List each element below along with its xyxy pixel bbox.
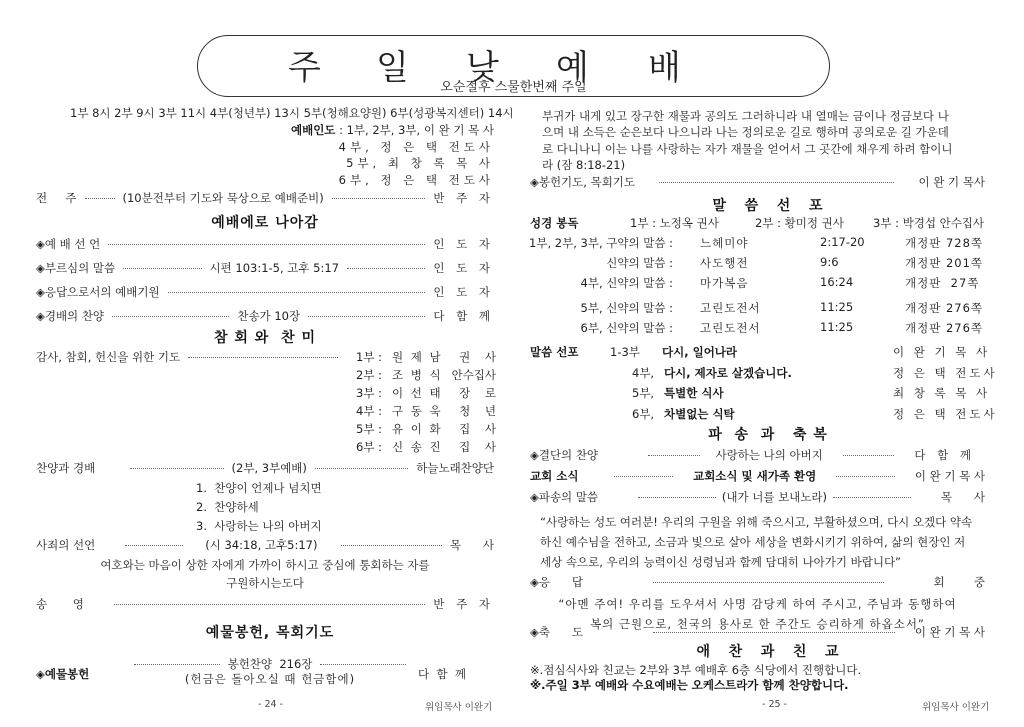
reading-ref: 11:25 (820, 320, 854, 334)
prayer-title: 집 사 (459, 422, 496, 436)
prayer-part: 6부 : (356, 440, 382, 454)
order-middle: (내가 너를 보내노라) (721, 490, 828, 504)
order-label: ◈응 답 (530, 575, 583, 589)
reading-prefix: 6부, 신약의 말씀 : (580, 321, 673, 335)
prayer-person (356, 421, 496, 437)
quote-line: “사랑하는 성도 여러분! 우리의 구원을 위해 죽으시고, 부활하셨으며, 다시 오겠다 약속 (540, 515, 973, 529)
prayer-title: 집 사 (459, 440, 496, 454)
prayer-person (356, 349, 496, 365)
reading-book: 마가복음 (700, 276, 749, 290)
reading-book: 고린도전서 (700, 321, 761, 335)
leader-dots (659, 182, 894, 183)
signature: 위임목사 이완기 (425, 702, 493, 713)
page-number: - 25 - (762, 699, 787, 710)
sermon-part: 6부, (632, 406, 655, 421)
note: ※.주일 3부 예배와 수요예배는 오케스트라가 함께 찬양합니다. (530, 678, 849, 692)
order-right: 이 완 기 목사 (918, 175, 985, 189)
offering-label: ◈예물봉헌 (36, 667, 90, 681)
sermon-preacher: 최 창 록 목 사 (893, 386, 991, 400)
reading-prefix: 신약의 말씀 : (606, 256, 673, 270)
leader-dots (308, 316, 425, 317)
leader-dots (130, 468, 223, 469)
reader: 1부 : 노정옥 권사 (630, 216, 719, 230)
benediction-row (530, 624, 985, 640)
sermon-part: 5부, (632, 386, 655, 400)
service-times: 1부 8시 2부 9시 3부 11시 4부(청년부) 13시 5부(청해요양원) 6부(성광복지센터) 14시 (70, 106, 514, 120)
order-label: ◈축 도 (530, 625, 583, 639)
commitment-row (530, 447, 985, 463)
title-char: 배 (648, 48, 681, 88)
leader-dots (125, 545, 183, 546)
sermon-preacher: 정 은 택 전도사 (893, 406, 998, 421)
order-right: 회 중 (933, 575, 985, 589)
offering-hymn (134, 656, 406, 672)
page-number: - 24 - (258, 699, 283, 710)
leader-dots (188, 357, 338, 358)
sermon-title: 차별없는 식탁 (664, 406, 735, 421)
leader-dots (134, 664, 220, 665)
order-right: 이 완 기 목 사 (914, 625, 985, 639)
reading-prefix: 5부, 신약의 말씀 : (580, 301, 673, 315)
song-item: 1. 찬양이 언제나 넘치면 (196, 481, 322, 495)
sermon-title: 다시, 일어나라 (662, 345, 738, 359)
title-box (197, 35, 830, 97)
order-middle: 사랑하는 나의 아버지 (715, 448, 823, 462)
response-row (530, 574, 985, 590)
order-label: ◈경배의 찬양 (36, 309, 105, 323)
leader-dots (347, 268, 425, 269)
reading-book: 사도행전 (700, 256, 749, 270)
sending-quote (540, 512, 972, 572)
reading-book: 고린도전서 (700, 301, 761, 315)
prayer-name: 유 이 화 (392, 422, 443, 436)
order-right: 인 도 자 (433, 285, 494, 299)
order-row (36, 236, 494, 252)
reading-label: 성경 봉독 (530, 216, 579, 230)
leader-dots (653, 632, 895, 633)
doxology-row (36, 596, 494, 612)
reading-ref: 11:25 (820, 300, 854, 314)
prayer-title: 장 로 (459, 386, 496, 400)
reading-page: 개정판 201쪽 (905, 256, 984, 270)
reading-prefix: 1부, 2부, 3부, 구약의 말씀 : (529, 236, 673, 250)
leader-item: 6부, 정 은 택 전도사 (338, 173, 494, 187)
verse-line: 라 (잠 8:18-21) (542, 157, 626, 172)
absolution-row (36, 537, 494, 553)
sermon-part: 4부, (632, 365, 655, 380)
prayer-name: 조 병 식 (392, 368, 443, 382)
quote-line: 하신 예수님을 전하고, 소금과 빛으로 살아 세상을 변화시키기 위하여, 삶의 현장인 저 (540, 535, 966, 549)
leader-dots (168, 292, 426, 293)
quote-line: 세상 속으로, 우리의 능력이신 성령님과 함께 담대히 나아가기 바랍니다” (540, 555, 902, 569)
order-label: ◈봉헌기도, 목회기도 (530, 175, 636, 189)
order-label: ◈예 배 선 언 (36, 237, 101, 251)
order-right: 인 도 자 (433, 237, 494, 251)
title-char: 예 (556, 48, 589, 88)
absolution-verse: 구원하시는도다 (226, 576, 304, 590)
prayer-part: 3부 : (356, 386, 382, 400)
subtitle: 오순절후 스물한번째 주일 (440, 80, 587, 95)
order-label: 교회 소식 (530, 469, 579, 483)
title-char: 주 (288, 48, 321, 88)
leader-dots (648, 455, 700, 456)
reading-page: 개정판 728쪽 (905, 236, 984, 250)
prayer-part: 1부 : (356, 350, 382, 364)
order-middle: 교회소식 및 새가족 환영 (693, 469, 817, 483)
leader-dots (833, 497, 911, 498)
doxology-label: 송 영 (36, 597, 84, 611)
leader-dots (843, 455, 895, 456)
sermon-title: 특별한 식사 (664, 386, 724, 400)
prayer-name: 원 제 남 (392, 350, 443, 364)
prayer-title: 안수집사 (451, 368, 496, 382)
reader: 3부 : 박경섭 안수집사 (873, 216, 985, 230)
sermon-label: 말씀 선포 (530, 345, 579, 359)
order-row (36, 284, 494, 300)
reading-book: 느헤미야 (700, 236, 749, 250)
offering-middle: 봉헌찬양 216장 (227, 657, 313, 671)
section-heading: 애 찬 과 친 교 (696, 644, 840, 660)
section-heading: 예물봉헌, 목회기도 (205, 625, 335, 641)
prayer-row (36, 349, 346, 365)
praise-middle: (2부, 3부예배) (231, 461, 307, 475)
reading-page: 개정판 276쪽 (905, 321, 984, 335)
reading-page: 개정판 276쪽 (905, 301, 984, 315)
news-row (530, 468, 985, 484)
offering-prayer-row (530, 174, 985, 190)
prayer-person (356, 367, 496, 383)
offering-verse (542, 108, 952, 173)
prelude-right: 반 주 자 (433, 191, 494, 205)
prayer-part: 2부 : (356, 368, 382, 382)
reading-prefix: 4부, 신약의 말씀 : (580, 276, 673, 290)
prayer-label: 감사, 참회, 헌신을 위한 기도 (36, 350, 181, 364)
leader-dots (85, 198, 115, 199)
verse-line: 로 다니나니 이는 나를 사랑하는 자가 재물을 얻어서 그 곳간에 채우게 하려 함이니 (542, 141, 953, 156)
signature: 위임목사 이완기 (922, 702, 990, 713)
response-line: 복의 근원으로, 천국의 용사로 한 주간도 승리하게 하옵소서” (590, 617, 925, 631)
prayer-part: 5부 : (356, 422, 382, 436)
leader-dots (123, 268, 201, 269)
offering-right: 다 함 께 (418, 667, 466, 681)
title-char: 낮 (466, 48, 499, 88)
leader-dots (315, 468, 408, 469)
order-row (36, 308, 494, 324)
order-right: 목 사 (940, 490, 986, 504)
order-right: 이 완 기 목 사 (914, 469, 986, 483)
prelude-middle: (10분전부터 기도와 묵상으로 예배준비) (122, 191, 324, 205)
order-label: ◈부르심의 말씀 (36, 261, 116, 275)
leader-item: 5부, 최 창 록 목 사 (346, 156, 494, 170)
title-char: 일 (376, 48, 409, 88)
reading-page: 개정판 27쪽 (905, 276, 980, 290)
leader-dots (653, 582, 884, 583)
leader-dots (332, 198, 426, 199)
order-right: 다 함 께 (433, 309, 495, 323)
leader-item: 4부, 정 은 택 전도사 (338, 140, 494, 154)
response-line: “아멘 주여! 우리를 도우셔서 사명 감당케 하여 주시고, 주님과 동행하여 (558, 597, 957, 611)
absolution-middle: (시 34:18, 고후5:17) (205, 538, 318, 552)
prayer-person (356, 439, 496, 455)
leader-dots (638, 497, 716, 498)
prayer-name: 이 선 태 (392, 386, 443, 400)
prayer-name: 신 송 진 (392, 440, 443, 454)
order-label: ◈결단의 찬양 (530, 448, 599, 462)
note: ※.점심식사와 친교는 2부와 3부 예배후 6층 식당에서 진행합니다. (530, 663, 862, 677)
sermon-preacher: 정 은 택 전도사 (893, 365, 998, 380)
order-right: 다 함 께 (914, 448, 976, 462)
sending-row (530, 489, 985, 505)
section-heading: 예배에로 나아감 (211, 215, 319, 231)
sermon-preacher: 이 완 기 목 사 (893, 345, 991, 359)
reading-ref: 9:6 (820, 255, 839, 269)
verse-line: 부귀가 내게 있고 장구한 재물과 공의도 그러하니라 내 열매는 금이나 정금보다 나 (542, 109, 949, 123)
prayer-title: 청 년 (459, 404, 496, 418)
section-heading: 파 송 과 축 복 (708, 427, 828, 443)
praise-label: 찬양과 경배 (36, 461, 96, 475)
song-item: 2. 찬양하세 (196, 500, 259, 514)
absolution-right: 목 사 (449, 538, 494, 552)
prelude-row (36, 190, 494, 206)
order-label: ◈응답으로서의 예배기원 (36, 285, 160, 299)
leader-dots (320, 664, 406, 665)
order-right: 인 도 자 (433, 261, 495, 275)
leader-dots (108, 244, 425, 245)
section-heading: 말 씀 선 포 (712, 198, 824, 214)
reading-ref: 2:17-20 (820, 235, 865, 249)
reading-ref: 16:24 (820, 275, 854, 289)
leader-dots (112, 316, 229, 317)
order-middle: 시편 103:1-5, 고후 5:17 (209, 261, 340, 275)
leader-dots (836, 476, 895, 477)
prayer-person (356, 403, 496, 419)
leader-dots (341, 545, 441, 546)
verse-line: 으며 내 소득은 순은보다 나으니라 나는 정의로운 길로 행하며 공의로운 길 가운데 (542, 125, 949, 140)
section-heading: 참 회 와 찬 미 (214, 330, 316, 346)
leader-dots (614, 476, 673, 477)
order-row (36, 260, 494, 276)
reader: 2부 : 황미정 권사 (755, 216, 844, 230)
absolution-verse: 여호와는 마음이 상한 자에게 가까이 하시고 중심에 통회하는 자를 (100, 558, 430, 572)
praise-right: 하늘노래찬양단 (416, 461, 495, 475)
reading-row (530, 215, 984, 231)
leaders-label: 예배인도 (290, 123, 336, 137)
prayer-title: 권 사 (459, 350, 496, 364)
prelude-label: 전 주 (36, 191, 77, 205)
absolution-label: 사죄의 선언 (36, 538, 96, 552)
offering-note: (헌금은 돌아오실 때 헌금함에) (184, 672, 356, 686)
praise-row (36, 460, 494, 476)
leader-dots (114, 604, 426, 605)
doxology-right: 반 주 자 (433, 597, 494, 611)
order-middle: 찬송가 10장 (237, 309, 301, 323)
prayer-name: 구 동 욱 (392, 404, 443, 418)
order-label: ◈파송의 말씀 (530, 490, 599, 504)
leader-item: 1부, 2부, 3부, 이 완 기 목 사 (346, 123, 494, 137)
sermon-part: 1-3부 (610, 345, 640, 359)
prayer-part: 4부 : (356, 404, 382, 418)
sermon-title: 다시, 제자로 살겠습니다. (664, 365, 792, 380)
prayer-person (356, 385, 496, 401)
song-item: 3. 사랑하는 나의 아버지 (196, 519, 322, 533)
